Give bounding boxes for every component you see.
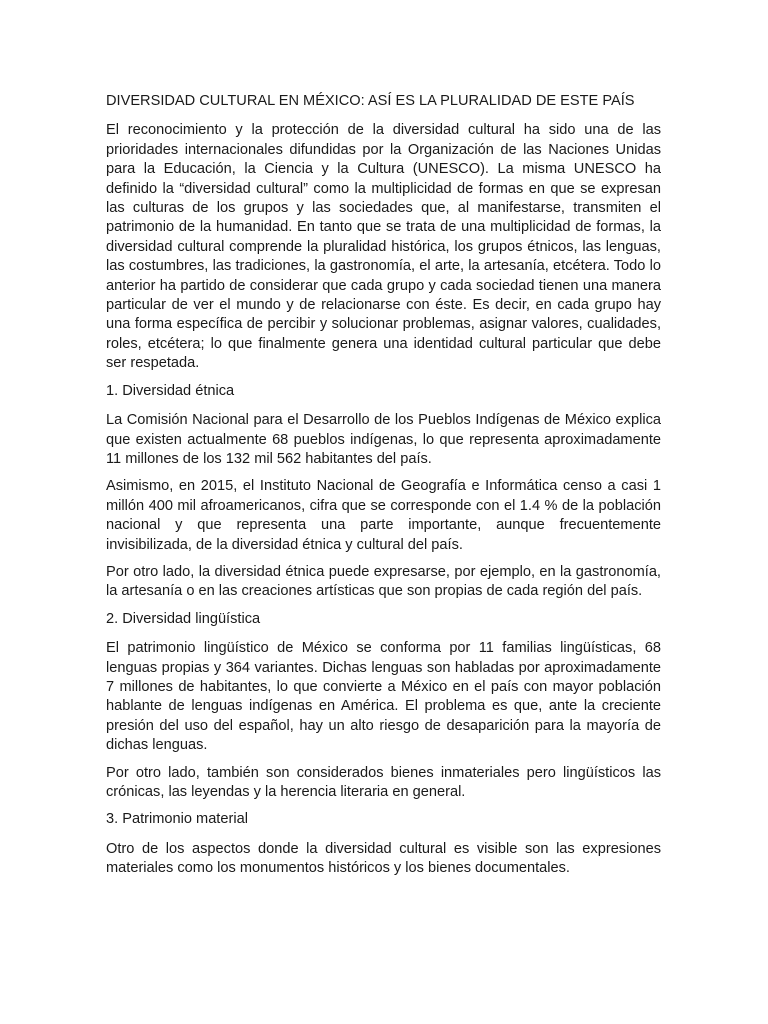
paragraph: La Comisión Nacional para el Desarrollo de los Pueblos Indígenas de México explica que existen actualmente 68 pueblos indígenas, lo que representa aproximadamente 11 millones de los 132 mil 562 habitantes del país. — [106, 412, 661, 467]
paragraph: Por otro lado, la diversidad étnica puede expresarse, por ejemplo, en la gastronomía, la artesanía o en las creaciones artísticas que son propias de cada región del país. — [106, 563, 661, 600]
section-heading-patrimonio-material: 3. Patrimonio material — [106, 811, 248, 828]
section-heading-diversidad-linguistica: 2. Diversidad lingüística — [106, 610, 261, 627]
paragraph: Por otro lado, también son considerados bienes inmateriales pero lingüísticos las crónicas, las leyendas y la herencia literaria en general. — [106, 764, 661, 800]
document-title: DIVERSIDAD CULTURAL EN MÉXICO: ASÍ ES LA PLURALIDAD DE ESTE PAÍS — [106, 93, 635, 109]
paragraph: Otro de los aspectos donde la diversidad cultural es visible son las expresiones materiales como los monumentos históricos y los bienes documentales. — [106, 840, 661, 877]
paragraph: Asimismo, en 2015, el Instituto Nacional de Geografía e Informática censo a casi 1 millón 400 mil afroamericanos, cifra que se corresponde con el 1.4 % de la población nacional y que representa una parte importante, aunque frecuentemente invisibilizada, de la diversidad étnica y cultural del país. — [106, 478, 661, 553]
intro-paragraph: El reconocimiento y la protección de la diversidad cultural ha sido una de las prioridades internacionales difundidas por la Organización de las Naciones Unidas para la Educación, la Ciencia y la Cultura (UNESCO). La misma UNESCO ha definido la “diversidad cultural” como la multiplicidad de formas en que se expresan las culturas de los grupos y las sociedades que, al manifestarse, transmiten el patrimonio de la humanidad. En tanto que se trata de una multiplicidad de formas, la diversidad cultural comprende la pluralidad histórica, los grupos étnicos, las lenguas, las costumbres, las tradiciones, la gastronomía, el arte, la artesanía, etcétera. Todo lo anterior ha partido de considerar que cada grupo y cada sociedad tienen una manera particular de ver el mundo y de relacionarse con éste. Es decir, en cada grupo hay una forma específica de percibir y solucionar problemas, asignar valores, cualidades, roles, etcétera; lo que finalmente genera una identidad cultural particular que debe ser respetada. — [106, 122, 661, 372]
paragraph: El patrimonio lingüístico de México se conforma por 11 familias lingüísticas, 68 lenguas propias y 364 variantes. Dichas lenguas son habladas por aproximadamente 7 millones de habitantes, lo que convierte a México en el país con mayor población hablante de lenguas indígenas en América. El problema es que, ante la creciente presión del uso del español, hay un alto riesgo de desaparición para la mayoría de dichas lenguas. — [106, 640, 661, 754]
section-heading-diversidad-etnica: 1. Diversidad étnica — [106, 382, 235, 399]
document-body — [106, 92, 661, 887]
